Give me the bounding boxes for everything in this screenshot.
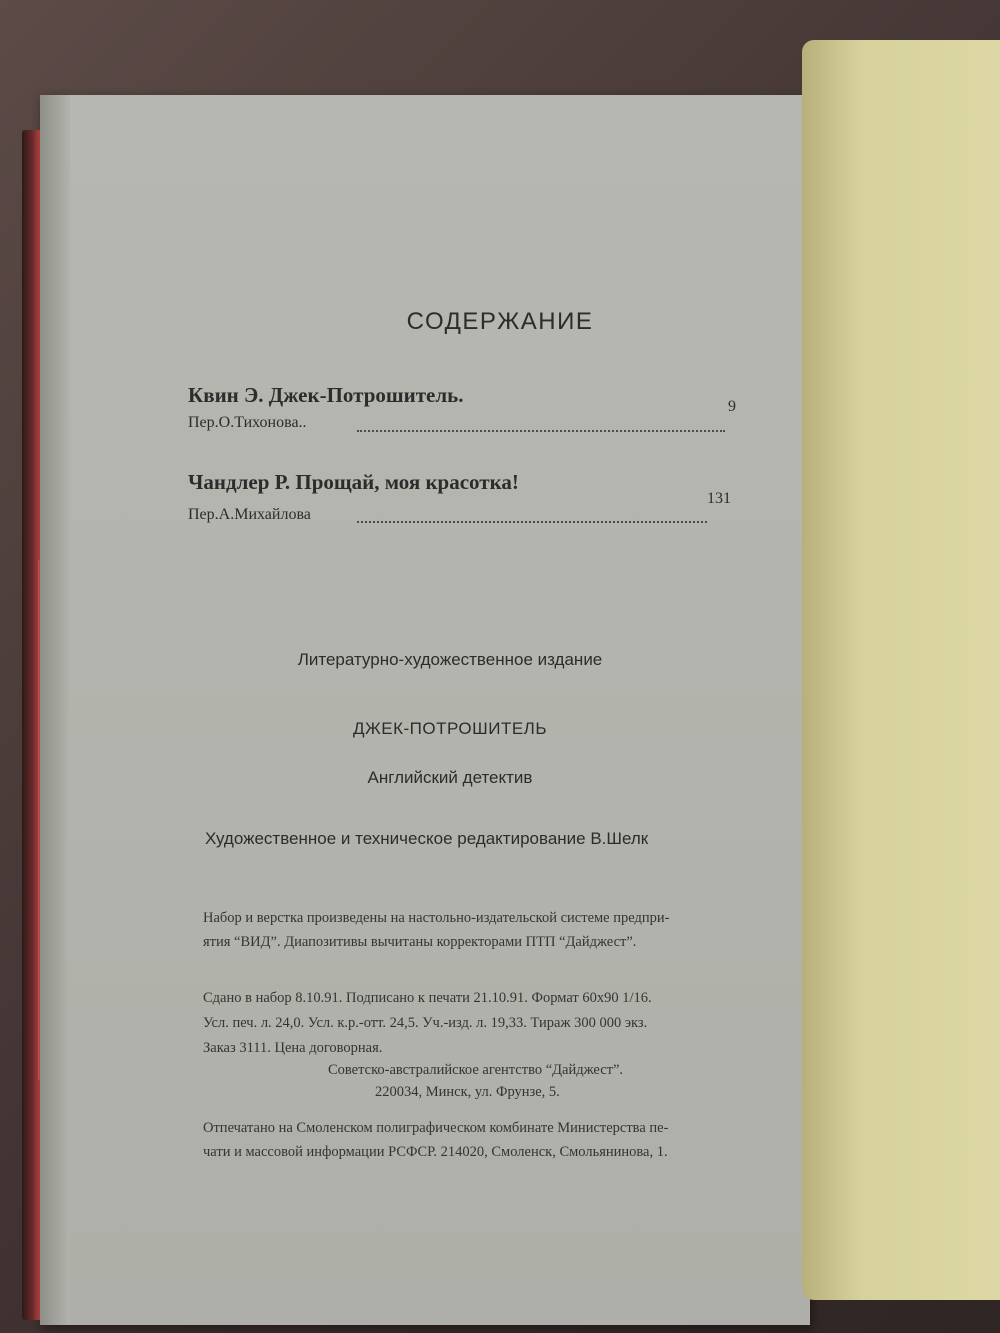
facing-page: [802, 40, 1000, 1300]
contents-heading: СОДЕРЖАНИЕ: [406, 308, 594, 335]
printer-info: чати и массовой информации РСФСР. 214020, Смоленск, Смольянинова, 1.: [203, 1144, 668, 1160]
order-info: Заказ 3111. Цена договорная.: [203, 1040, 383, 1056]
publisher-address: 220034, Минск, ул. Фрунзе, 5.: [375, 1084, 560, 1100]
editing-credit: Художественное и техническое редактирование В.Шелк: [205, 829, 649, 848]
toc-entry-title: Чандлер Р. Прощай, моя красотка!: [188, 470, 519, 494]
publisher-info: Советско-австралийское агентство “Дайджест”.: [328, 1062, 624, 1078]
page-gutter: [40, 95, 70, 1325]
print-info: Сдано в набор 8.10.91. Подписано к печати 21.10.91. Формат 60х90 1/16.: [203, 990, 652, 1006]
edition-type: Литературно-художественное издание: [297, 650, 603, 669]
toc-entry-page: 131: [707, 490, 731, 507]
book-page: [40, 95, 810, 1325]
typesetting-info: ятия “ВИД”. Диапозитивы вычитаны корректорами ПТП “Дайджест”.: [203, 934, 637, 950]
toc-leader-dots: [357, 521, 707, 523]
toc-entry-page: 9: [728, 398, 736, 415]
book-genre: Английский детектив: [367, 768, 533, 787]
toc-entry-translator: Пер.А.Михайлова: [188, 506, 311, 523]
book-title: ДЖЕК-ПОТРОШИТЕЛЬ: [353, 719, 547, 738]
toc-entry-title: Квин Э. Джек-Потрошитель.: [188, 383, 464, 407]
typesetting-info: Набор и верстка произведены на настольно-издательской системе предпри-: [203, 910, 670, 926]
print-info: Усл. печ. л. 24,0. Усл. к.р.-отт. 24,5. Уч.-изд. л. 19,33. Тираж 300 000 экз.: [203, 1015, 648, 1031]
printer-info: Отпечатано на Смоленском полиграфическом комбинате Министерства пе-: [203, 1120, 669, 1136]
toc-leader-dots: [357, 430, 725, 432]
toc-entry-translator: Пер.О.Тихонова..: [188, 414, 307, 431]
